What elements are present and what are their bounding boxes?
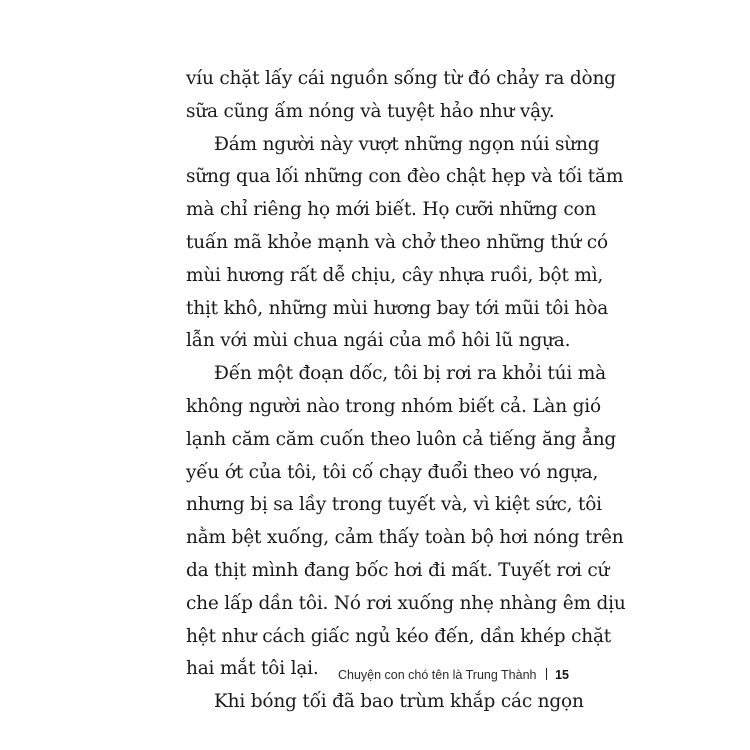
text-line: không người nào trong nhóm biết cả. Làn gió <box>186 395 601 417</box>
text-line: lạnh căm căm cuốn theo luôn cả tiếng ăng ẳng <box>186 428 617 450</box>
text-line: mùi hương rất dễ chịu, cây nhựa ruồi, bột mì, <box>186 264 604 286</box>
text-line: thịt khô, những mùi hương bay tới mũi tôi hòa <box>186 297 609 319</box>
text-line: víu chặt lấy cái nguồn sống từ đó chảy ra dòng <box>186 68 616 89</box>
paragraph-start-line: Khi bóng tối đã bao trùm khắp các ngọn <box>214 691 584 713</box>
text-line: hệt như cách giấc ngủ kéo đến, dần khép chặt <box>186 625 612 647</box>
text-line: nằm bệt xuống, cảm thấy toàn bộ hơi nóng trên <box>186 527 624 549</box>
paragraph-start-line: Đám người này vượt những ngọn núi sừng <box>214 133 600 155</box>
page-number: 15 <box>555 668 569 682</box>
text-line: yếu ớt của tôi, tôi cố chạy đuổi theo vó ngựa, <box>186 461 599 483</box>
running-title: Chuyện con chó tên là Trung Thành <box>337 668 537 682</box>
text-line: mà chỉ riêng họ mới biết. Họ cưỡi những con <box>186 199 597 221</box>
paragraph-start-line: Đến một đoạn dốc, tôi bị rơi ra khỏi túi mà <box>214 363 606 385</box>
text-line: sững qua lối những con đèo chật hẹp và tối tăm <box>186 166 624 188</box>
text-line: tuấn mã khỏe mạnh và chở theo những thứ có <box>186 231 608 253</box>
text-line: lẫn với mùi chua ngái của mồ hôi lũ ngựa. <box>186 330 571 352</box>
text-line: che lấp dần tôi. Nó rơi xuống nhẹ nhàng êm dịu <box>186 592 626 614</box>
footer-divider <box>546 668 548 680</box>
text-line: hai mắt tôi lại. <box>186 658 319 680</box>
text-line: nhưng bị sa lầy trong tuyết và, vì kiệt sức, tôi <box>186 494 602 516</box>
text-line: da thịt mình đang bốc hơi đi mất. Tuyết rơi cứ <box>186 559 610 581</box>
page-footer <box>0 667 569 683</box>
text-line: sữa cũng ấm nóng và tuyệt hảo như vậy. <box>186 100 555 122</box>
body-text <box>186 63 626 719</box>
